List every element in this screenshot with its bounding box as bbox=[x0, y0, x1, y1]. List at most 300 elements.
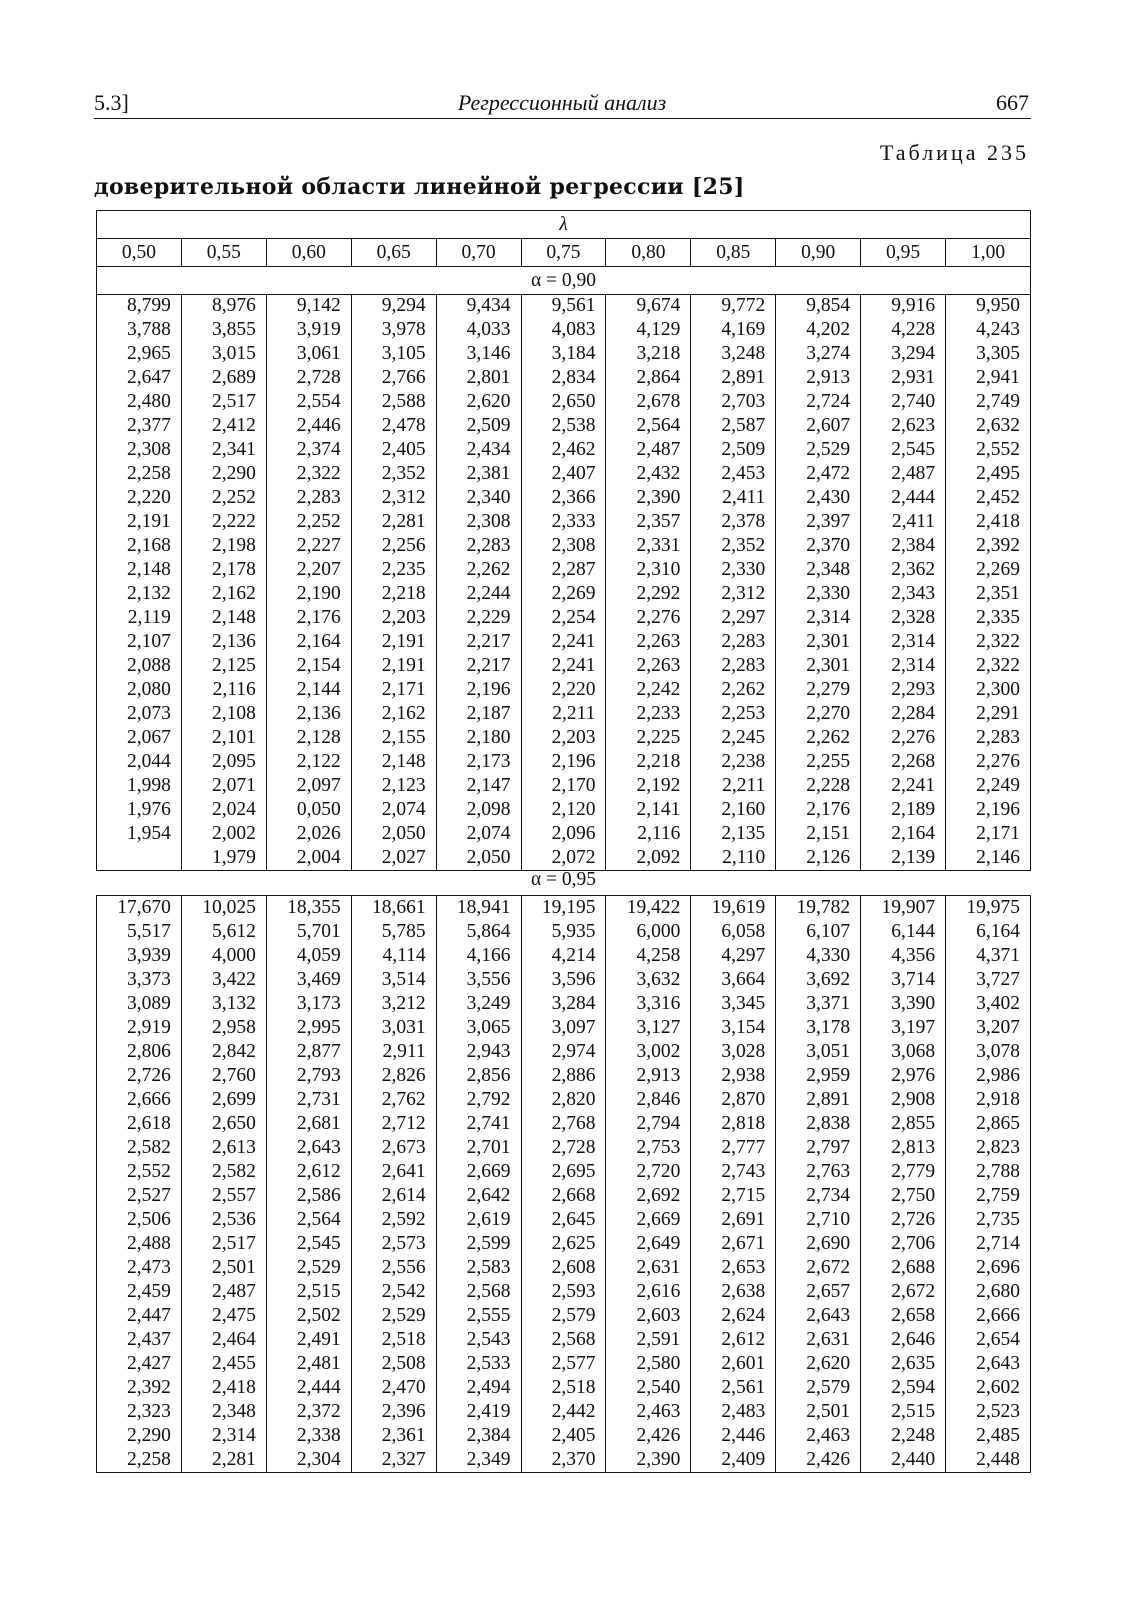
table-cell: 2,509 bbox=[436, 414, 521, 438]
table-cell: 2,911 bbox=[351, 1040, 436, 1064]
table-cell: 2,452 bbox=[946, 486, 1031, 510]
table-cell: 6,164 bbox=[946, 920, 1031, 944]
table-cell: 2,154 bbox=[266, 654, 351, 678]
table-cell: 2,108 bbox=[181, 702, 266, 726]
table-row bbox=[97, 654, 1031, 678]
table-cell: 2,384 bbox=[861, 534, 946, 558]
table-cell: 2,411 bbox=[861, 510, 946, 534]
table-cell: 3,173 bbox=[266, 992, 351, 1016]
table-cell: 5,935 bbox=[521, 920, 606, 944]
table-cell: 2,523 bbox=[946, 1400, 1031, 1424]
table-cell: 2,877 bbox=[266, 1040, 351, 1064]
table-cell: 3,184 bbox=[521, 342, 606, 366]
table-cell: 2,432 bbox=[606, 462, 691, 486]
table-cell: 2,164 bbox=[266, 630, 351, 654]
table-row bbox=[97, 414, 1031, 438]
table-cell: 3,596 bbox=[521, 968, 606, 992]
table-row bbox=[97, 750, 1031, 774]
table-cell: 2,160 bbox=[691, 798, 776, 822]
table-cell: 2,650 bbox=[521, 390, 606, 414]
table-cell: 4,129 bbox=[606, 318, 691, 342]
table-cell: 2,495 bbox=[946, 462, 1031, 486]
table-cell: 2,207 bbox=[266, 558, 351, 582]
table-cell: 2,384 bbox=[436, 1424, 521, 1448]
table-cell: 2,654 bbox=[946, 1328, 1031, 1352]
table-cell: 2,618 bbox=[97, 1112, 182, 1136]
table-cell: 2,276 bbox=[861, 726, 946, 750]
table-cell: 2,322 bbox=[266, 462, 351, 486]
table-cell: 2,397 bbox=[776, 510, 861, 534]
table-cell: 2,529 bbox=[266, 1256, 351, 1280]
table-cell: 2,238 bbox=[691, 750, 776, 774]
table-cell: 2,741 bbox=[436, 1112, 521, 1136]
table-cell: 2,050 bbox=[351, 822, 436, 846]
table-cell: 2,459 bbox=[97, 1280, 182, 1304]
table-cell: 2,412 bbox=[181, 414, 266, 438]
table-cell: 2,268 bbox=[861, 750, 946, 774]
table-cell: 2,351 bbox=[946, 582, 1031, 606]
table-cell: 3,105 bbox=[351, 342, 436, 366]
table-cell: 2,392 bbox=[946, 534, 1031, 558]
table-cell: 2,338 bbox=[266, 1424, 351, 1448]
table-row bbox=[97, 798, 1031, 822]
table-cell: 2,453 bbox=[691, 462, 776, 486]
table-cell: 2,132 bbox=[97, 582, 182, 606]
table-cell: 2,098 bbox=[436, 798, 521, 822]
column-header-cell: 0,90 bbox=[776, 239, 861, 267]
table-row bbox=[97, 702, 1031, 726]
table-cell: 2,390 bbox=[606, 486, 691, 510]
table-cell: 3,127 bbox=[606, 1016, 691, 1040]
table-cell: 5,517 bbox=[97, 920, 182, 944]
table-cell: 2,283 bbox=[691, 654, 776, 678]
table-cell: 2,509 bbox=[691, 438, 776, 462]
table-cell: 3,146 bbox=[436, 342, 521, 366]
table-cell: 2,470 bbox=[351, 1376, 436, 1400]
table-cell: 2,561 bbox=[691, 1376, 776, 1400]
table-cell: 2,462 bbox=[521, 438, 606, 462]
table-row bbox=[97, 1088, 1031, 1112]
table-cell: 2,689 bbox=[181, 366, 266, 390]
table-cell: 2,187 bbox=[436, 702, 521, 726]
table-cell: 2,701 bbox=[436, 1136, 521, 1160]
table-cell: 2,691 bbox=[691, 1208, 776, 1232]
table-cell: 5,864 bbox=[436, 920, 521, 944]
table-cell: 2,220 bbox=[97, 486, 182, 510]
table-cell: 2,333 bbox=[521, 510, 606, 534]
table-cell: 4,059 bbox=[266, 944, 351, 968]
table-cell: 2,494 bbox=[436, 1376, 521, 1400]
table-cell: 2,217 bbox=[436, 654, 521, 678]
table-cell: 2,096 bbox=[521, 822, 606, 846]
table-cell: 2,735 bbox=[946, 1208, 1031, 1232]
table-cell: 3,089 bbox=[97, 992, 182, 1016]
table-cell: 19,422 bbox=[606, 896, 691, 921]
table-row bbox=[97, 1160, 1031, 1184]
table-cell: 5,785 bbox=[351, 920, 436, 944]
table-cell: 2,135 bbox=[691, 822, 776, 846]
table-cell: 2,148 bbox=[181, 606, 266, 630]
table-cell: 2,377 bbox=[97, 414, 182, 438]
table-cell: 2,148 bbox=[351, 750, 436, 774]
table-cell: 2,004 bbox=[266, 846, 351, 871]
table-cell: 2,074 bbox=[351, 798, 436, 822]
table-cell: 2,357 bbox=[606, 510, 691, 534]
table-cell: 2,913 bbox=[606, 1064, 691, 1088]
table-cell: 2,673 bbox=[351, 1136, 436, 1160]
table-cell: 2,715 bbox=[691, 1184, 776, 1208]
table-cell: 2,485 bbox=[946, 1424, 1031, 1448]
table-cell: 2,276 bbox=[606, 606, 691, 630]
table-cell: 19,195 bbox=[521, 896, 606, 921]
table-cell: 2,095 bbox=[181, 750, 266, 774]
table-cell: 2,071 bbox=[181, 774, 266, 798]
table-row bbox=[97, 1424, 1031, 1448]
table-cell: 2,370 bbox=[776, 534, 861, 558]
table-cell: 2,846 bbox=[606, 1088, 691, 1112]
table-cell: 2,073 bbox=[97, 702, 182, 726]
table-cell: 2,583 bbox=[436, 1256, 521, 1280]
table-cell: 2,645 bbox=[521, 1208, 606, 1232]
table-cell: 2,974 bbox=[521, 1040, 606, 1064]
table-cell: 2,695 bbox=[521, 1160, 606, 1184]
table-cell: 9,854 bbox=[776, 294, 861, 318]
table-cell: 2,856 bbox=[436, 1064, 521, 1088]
table-cell: 2,258 bbox=[97, 462, 182, 486]
table-cell: 2,918 bbox=[946, 1088, 1031, 1112]
table-cell: 3,978 bbox=[351, 318, 436, 342]
table-cell: 2,244 bbox=[436, 582, 521, 606]
table-cell: 2,632 bbox=[946, 414, 1031, 438]
table-cell: 2,536 bbox=[181, 1208, 266, 1232]
table-cell: 2,965 bbox=[97, 342, 182, 366]
table-cell: 3,714 bbox=[861, 968, 946, 992]
table-cell: 2,820 bbox=[521, 1088, 606, 1112]
table-cell: 2,044 bbox=[97, 750, 182, 774]
table-row bbox=[97, 1112, 1031, 1136]
table-cell: 2,568 bbox=[521, 1328, 606, 1352]
table-cell: 19,907 bbox=[861, 896, 946, 921]
table-cell: 2,533 bbox=[436, 1352, 521, 1376]
table-cell: 2,579 bbox=[776, 1376, 861, 1400]
table-cell: 3,248 bbox=[691, 342, 776, 366]
table-row bbox=[97, 992, 1031, 1016]
table-cell: 2,440 bbox=[861, 1448, 946, 1473]
table-cell: 2,891 bbox=[691, 366, 776, 390]
table-cell: 2,591 bbox=[606, 1328, 691, 1352]
table-cell: 2,180 bbox=[436, 726, 521, 750]
table-cell: 2,480 bbox=[97, 390, 182, 414]
table-cell: 2,580 bbox=[606, 1352, 691, 1376]
table-cell: 9,950 bbox=[946, 294, 1031, 318]
table-cell: 2,594 bbox=[861, 1376, 946, 1400]
table-row bbox=[97, 294, 1031, 318]
table-row bbox=[97, 1280, 1031, 1304]
table-cell: 3,284 bbox=[521, 992, 606, 1016]
table-cell: 2,151 bbox=[776, 822, 861, 846]
table-row bbox=[97, 822, 1031, 846]
table-cell: 2,582 bbox=[181, 1160, 266, 1184]
table-cell: 2,760 bbox=[181, 1064, 266, 1088]
table-cell: 2,263 bbox=[606, 654, 691, 678]
column-header-row bbox=[97, 239, 1031, 267]
table-cell: 2,703 bbox=[691, 390, 776, 414]
table-cell: 2,740 bbox=[861, 390, 946, 414]
table-cell: 3,514 bbox=[351, 968, 436, 992]
table-cell: 2,724 bbox=[776, 390, 861, 414]
table-cell: 2,024 bbox=[181, 798, 266, 822]
table-cell: 2,310 bbox=[606, 558, 691, 582]
table-cell: 2,823 bbox=[946, 1136, 1031, 1160]
column-header-cell: 0,80 bbox=[606, 239, 691, 267]
table-cell: 2,614 bbox=[351, 1184, 436, 1208]
table-cell: 2,168 bbox=[97, 534, 182, 558]
table-cell: 3,178 bbox=[776, 1016, 861, 1040]
table-cell: 2,196 bbox=[521, 750, 606, 774]
table-number-label: Таблица 235 bbox=[879, 140, 1029, 165]
table-cell: 2,300 bbox=[946, 678, 1031, 702]
table-cell: 2,931 bbox=[861, 366, 946, 390]
table-cell: 2,374 bbox=[266, 438, 351, 462]
table-cell: 2,475 bbox=[181, 1304, 266, 1328]
table-row bbox=[97, 1208, 1031, 1232]
table-cell: 3,068 bbox=[861, 1040, 946, 1064]
table-cell: 2,714 bbox=[946, 1232, 1031, 1256]
table-row bbox=[97, 896, 1031, 921]
table-cell: 2,582 bbox=[97, 1136, 182, 1160]
table-cell: 3,727 bbox=[946, 968, 1031, 992]
table-cell: 2,341 bbox=[181, 438, 266, 462]
table-cell: 2,110 bbox=[691, 846, 776, 871]
table-cell: 2,434 bbox=[436, 438, 521, 462]
table-cell: 2,002 bbox=[181, 822, 266, 846]
table-cell: 2,281 bbox=[181, 1448, 266, 1473]
table-cell: 2,552 bbox=[946, 438, 1031, 462]
table-cell: 2,483 bbox=[691, 1400, 776, 1424]
table-cell: 2,712 bbox=[351, 1112, 436, 1136]
table-row bbox=[97, 968, 1031, 992]
table-cell: 2,826 bbox=[351, 1064, 436, 1088]
table-cell: 2,506 bbox=[97, 1208, 182, 1232]
table-row bbox=[97, 774, 1031, 798]
table-cell: 19,782 bbox=[776, 896, 861, 921]
table-cell: 8,976 bbox=[181, 294, 266, 318]
table-cell: 2,444 bbox=[861, 486, 946, 510]
table-cell: 3,154 bbox=[691, 1016, 776, 1040]
table-cell: 4,083 bbox=[521, 318, 606, 342]
table-cell: 2,487 bbox=[861, 462, 946, 486]
table-cell: 2,262 bbox=[776, 726, 861, 750]
table-cell: 2,101 bbox=[181, 726, 266, 750]
table-cell: 2,245 bbox=[691, 726, 776, 750]
table-cell: 3,132 bbox=[181, 992, 266, 1016]
table-cell: 2,623 bbox=[861, 414, 946, 438]
table-cell: 3,197 bbox=[861, 1016, 946, 1040]
table-cell: 2,792 bbox=[436, 1088, 521, 1112]
table-row bbox=[97, 1016, 1031, 1040]
table-row bbox=[97, 1136, 1031, 1160]
table-cell: 2,269 bbox=[521, 582, 606, 606]
table-cell: 2,122 bbox=[266, 750, 351, 774]
table-cell: 2,650 bbox=[181, 1112, 266, 1136]
table-cell: 2,301 bbox=[776, 654, 861, 678]
table-cell: 2,728 bbox=[521, 1136, 606, 1160]
table-cell: 3,632 bbox=[606, 968, 691, 992]
table-cell: 4,169 bbox=[691, 318, 776, 342]
table-cell: 2,258 bbox=[97, 1448, 182, 1473]
table-cell: 5,701 bbox=[266, 920, 351, 944]
table-cell: 4,214 bbox=[521, 944, 606, 968]
table-cell: 2,579 bbox=[521, 1304, 606, 1328]
table-cell: 2,323 bbox=[97, 1400, 182, 1424]
table-row bbox=[97, 630, 1031, 654]
table-cell: 3,919 bbox=[266, 318, 351, 342]
table-cell: 2,241 bbox=[521, 630, 606, 654]
table-cell: 2,666 bbox=[97, 1088, 182, 1112]
table-cell: 2,518 bbox=[521, 1376, 606, 1400]
table-cell: 6,107 bbox=[776, 920, 861, 944]
table-cell: 2,176 bbox=[776, 798, 861, 822]
table-cell: 2,455 bbox=[181, 1352, 266, 1376]
table-section-alpha-090 bbox=[96, 294, 1031, 871]
table-cell: 2,366 bbox=[521, 486, 606, 510]
table-cell: 2,941 bbox=[946, 366, 1031, 390]
table-cell: 2,728 bbox=[266, 366, 351, 390]
table-row bbox=[97, 606, 1031, 630]
table-cell: 2,314 bbox=[181, 1424, 266, 1448]
table-cell: 2,281 bbox=[351, 510, 436, 534]
table-cell: 2,026 bbox=[266, 822, 351, 846]
table-cell: 2,646 bbox=[861, 1328, 946, 1352]
column-header-cell: 0,65 bbox=[351, 239, 436, 267]
table-cell: 3,788 bbox=[97, 318, 182, 342]
table-cell: 3,028 bbox=[691, 1040, 776, 1064]
table-cell: 2,426 bbox=[606, 1424, 691, 1448]
table-cell: 2,405 bbox=[351, 438, 436, 462]
table-cell: 3,249 bbox=[436, 992, 521, 1016]
table-cell: 19,619 bbox=[691, 896, 776, 921]
table-cell: 2,624 bbox=[691, 1304, 776, 1328]
table-cell: 3,422 bbox=[181, 968, 266, 992]
table-cell: 3,002 bbox=[606, 1040, 691, 1064]
table-cell: 2,657 bbox=[776, 1280, 861, 1304]
table-cell: 4,356 bbox=[861, 944, 946, 968]
table-row bbox=[97, 462, 1031, 486]
table-row bbox=[97, 390, 1031, 414]
table-cell: 2,603 bbox=[606, 1304, 691, 1328]
table-cell: 2,409 bbox=[691, 1448, 776, 1473]
table-cell: 1,954 bbox=[97, 822, 182, 846]
table-cell: 2,613 bbox=[181, 1136, 266, 1160]
table-cell: 2,641 bbox=[351, 1160, 436, 1184]
table-cell: 2,442 bbox=[521, 1400, 606, 1424]
table-row bbox=[97, 1400, 1031, 1424]
table-cell: 2,314 bbox=[861, 654, 946, 678]
table-cell: 2,088 bbox=[97, 654, 182, 678]
table-cell: 2,842 bbox=[181, 1040, 266, 1064]
table-cell: 17,670 bbox=[97, 896, 182, 921]
table-cell: 2,726 bbox=[97, 1064, 182, 1088]
table-cell: 2,813 bbox=[861, 1136, 946, 1160]
table-cell: 2,190 bbox=[266, 582, 351, 606]
table-cell: 2,162 bbox=[181, 582, 266, 606]
table-cell: 2,681 bbox=[266, 1112, 351, 1136]
table-cell: 2,706 bbox=[861, 1232, 946, 1256]
table-cell: 2,908 bbox=[861, 1088, 946, 1112]
table-cell: 9,294 bbox=[351, 294, 436, 318]
table-cell: 2,779 bbox=[861, 1160, 946, 1184]
table-cell: 2,241 bbox=[861, 774, 946, 798]
table-cell: 2,864 bbox=[606, 366, 691, 390]
table-cell: 2,116 bbox=[606, 822, 691, 846]
table-cell: 2,349 bbox=[436, 1448, 521, 1473]
table-cell: 2,793 bbox=[266, 1064, 351, 1088]
table-cell: 3,556 bbox=[436, 968, 521, 992]
table-row bbox=[97, 1256, 1031, 1280]
column-header-cell: 0,50 bbox=[97, 239, 182, 267]
table-cell: 2,515 bbox=[861, 1400, 946, 1424]
table-cell: 2,276 bbox=[946, 750, 1031, 774]
table-cell: 2,631 bbox=[606, 1256, 691, 1280]
table-cell: 2,501 bbox=[181, 1256, 266, 1280]
table-cell: 2,838 bbox=[776, 1112, 861, 1136]
table-cell: 2,766 bbox=[351, 366, 436, 390]
alpha-090-label: α = 0,90 bbox=[97, 267, 1031, 295]
table-cell: 2,283 bbox=[266, 486, 351, 510]
table-cell: 2,669 bbox=[606, 1208, 691, 1232]
table-cell: 2,235 bbox=[351, 558, 436, 582]
table-cell: 3,061 bbox=[266, 342, 351, 366]
alpha-095-label: α = 0,95 bbox=[530, 869, 597, 890]
table-cell: 3,015 bbox=[181, 342, 266, 366]
table-cell: 2,370 bbox=[521, 1448, 606, 1473]
table-cell: 1,976 bbox=[97, 798, 182, 822]
table-cell: 2,155 bbox=[351, 726, 436, 750]
table-row bbox=[97, 366, 1031, 390]
table-cell: 3,402 bbox=[946, 992, 1031, 1016]
table-cell: 2,362 bbox=[861, 558, 946, 582]
table-cell: 2,312 bbox=[351, 486, 436, 510]
table-cell: 2,749 bbox=[946, 390, 1031, 414]
table-cell: 2,473 bbox=[97, 1256, 182, 1280]
table-cell: 2,050 bbox=[436, 846, 521, 871]
table-cell: 2,527 bbox=[97, 1184, 182, 1208]
table-cell: 2,865 bbox=[946, 1112, 1031, 1136]
table-cell: 2,176 bbox=[266, 606, 351, 630]
table-cell: 2,170 bbox=[521, 774, 606, 798]
table-cell: 2,284 bbox=[861, 702, 946, 726]
table-cell: 2,672 bbox=[776, 1256, 861, 1280]
table-cell: 2,405 bbox=[521, 1424, 606, 1448]
table-cell: 2,788 bbox=[946, 1160, 1031, 1184]
table-cell: 2,242 bbox=[606, 678, 691, 702]
table-cell: 2,501 bbox=[776, 1400, 861, 1424]
table-cell: 2,625 bbox=[521, 1232, 606, 1256]
table-cell: 2,229 bbox=[436, 606, 521, 630]
table-row bbox=[97, 318, 1031, 342]
table-cell: 2,508 bbox=[351, 1352, 436, 1376]
table-cell: 2,189 bbox=[861, 798, 946, 822]
table-cell: 2,601 bbox=[691, 1352, 776, 1376]
table-cell: 2,517 bbox=[181, 1232, 266, 1256]
table-cell: 2,241 bbox=[521, 654, 606, 678]
table-cell: 2,635 bbox=[861, 1352, 946, 1376]
table-cell: 2,312 bbox=[691, 582, 776, 606]
table-cell: 2,619 bbox=[436, 1208, 521, 1232]
table-cell: 2,072 bbox=[521, 846, 606, 871]
table-cell: 2,203 bbox=[521, 726, 606, 750]
table-cell: 9,561 bbox=[521, 294, 606, 318]
